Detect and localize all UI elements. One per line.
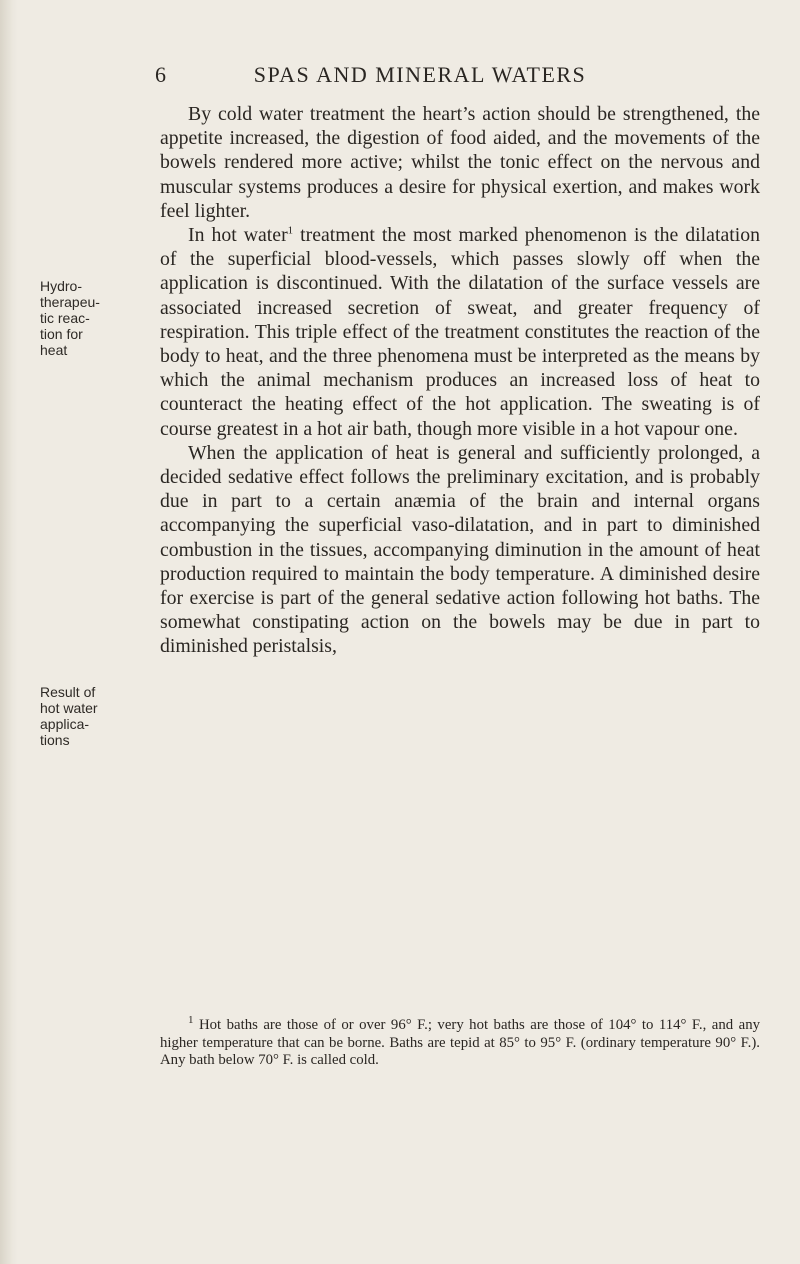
sidenote-hydrotherapeutic-reaction bbox=[40, 278, 140, 358]
sidenote-line: Result of bbox=[40, 684, 96, 700]
paragraph-sedative-effect: When the application of heat is general and sufficiently prolonged, a decided sedative effect follows the preliminary excitation, and is probably due in part to a certain anæmia of the brain and internal organs accompanying the superficial vaso-dilatation, and in part to diminished combustion in the tissues, accompanying diminution in the amount of heat production required to maintain the body temperature. A diminished desire for exercise is part of the general sedative action following hot baths. The somewhat constipating action on the bowels may be due in part to diminished peristalsis, bbox=[160, 441, 760, 658]
footnote-text: Hot baths are those of or over 96° F.; very hot baths are those of 104° to 114° F., and any higher temperature that can be borne. Baths are tepid at 85° to 95° F. (ordinary temperature 90° F.). Any bath below 70° F. is called cold. bbox=[160, 1017, 760, 1068]
sidenote-line: applica- bbox=[40, 716, 90, 732]
paragraph-cold-water: By cold water treatment the heart’s action should be strengthened, the appetite increased, the digestion of food aided, and the movements of the bowels rendered more active; whilst the tonic effect on the nervous and muscular systems produces a desire for physical exertion, and makes work feel lighter. bbox=[160, 103, 760, 222]
footnote bbox=[160, 1014, 760, 1070]
footnotes bbox=[160, 1014, 760, 1070]
sidenote-line: heat bbox=[40, 342, 68, 358]
page-edge-shadow bbox=[0, 0, 18, 1264]
sidenote-result-of-hot-water bbox=[40, 684, 140, 748]
running-title: SPAS AND MINERAL WATERS bbox=[253, 62, 587, 87]
sidenote-line: tion for bbox=[40, 326, 83, 342]
sidenote-line: hot water bbox=[40, 700, 98, 716]
sidenote-line: therapeu- bbox=[40, 294, 100, 310]
sidenote-line: Hydro- bbox=[40, 278, 83, 294]
paragraph-text: treatment the most marked phenomenon is the dilatation of the superficial blood-vessels, which passes slowly off when the application is discontinued. With the dilatation of the surface vessels are associated increased secretion of sweat, and greater frequency of respiration. This triple effect of the treatment constitutes the reaction of the body to heat, and the three phenomena must be interpreted as the means by which the animal mechanism produces an increased loss of heat to counteract the heating effect of the hot application. The sweating is of course greatest in a hot air bath, though more visible in a hot vapour one. bbox=[160, 224, 760, 440]
sidenote-line: tions bbox=[40, 732, 70, 748]
footnote-marker: 1 bbox=[188, 1014, 194, 1027]
paragraph-hot-water bbox=[160, 223, 760, 441]
body-text bbox=[160, 102, 760, 659]
paragraph-text: In hot water bbox=[188, 224, 288, 247]
page-number: 6 bbox=[155, 62, 166, 87]
footnote-reference: 1 bbox=[287, 224, 294, 237]
sidenote-line: tic reac- bbox=[40, 310, 90, 326]
